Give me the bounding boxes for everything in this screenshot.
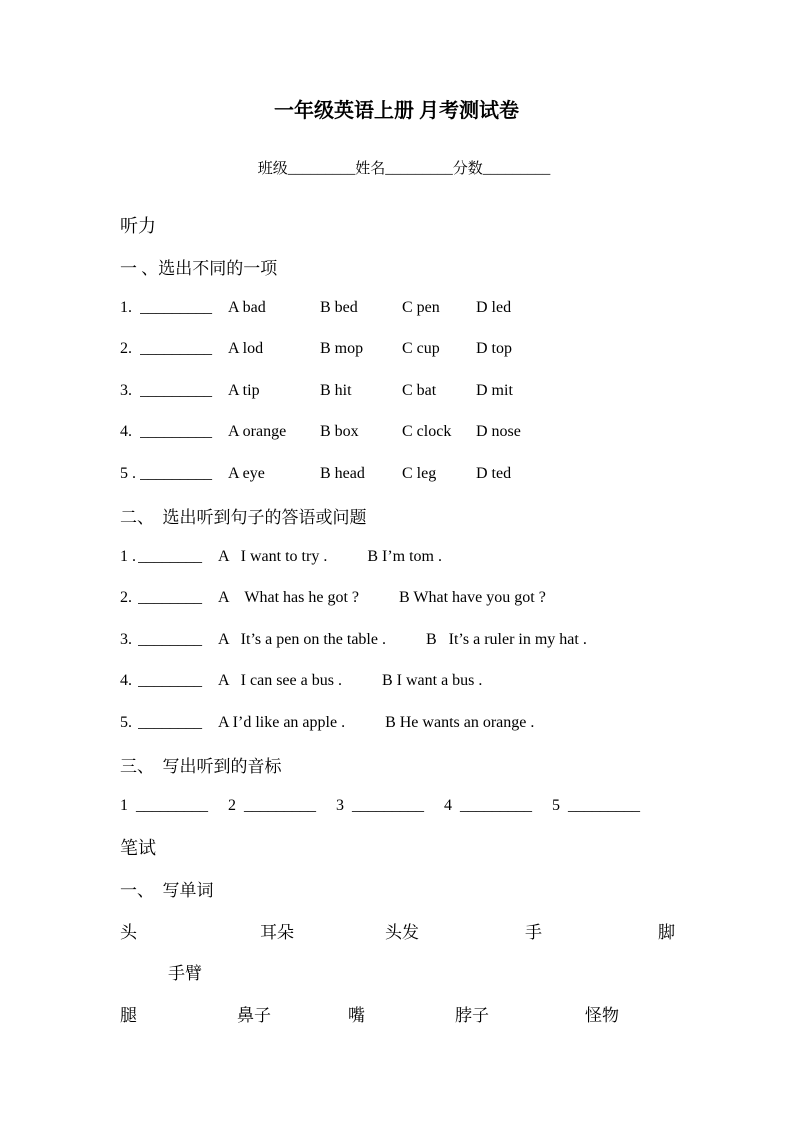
phonetic-item-number: 1 [120, 796, 128, 814]
option-b: B box [320, 423, 359, 441]
word-prompt: 嘴 [348, 1005, 365, 1025]
answer-blank: _________ [140, 381, 212, 399]
word-prompt: 脖子 [455, 1005, 489, 1025]
option-a: A It’s a pen on the table . [218, 630, 386, 648]
listening-part3-heading [120, 744, 723, 786]
option-c: C leg [402, 464, 437, 482]
listening-part2-heading [120, 495, 723, 537]
option-a: A orange [228, 423, 287, 441]
listening-part3-title: 三、 写出听到的音标 [120, 756, 282, 776]
question-row [120, 370, 723, 412]
question-number: 4. [120, 423, 132, 441]
answer-blank: ________ [138, 672, 202, 690]
option-a: A I want to try . [218, 547, 328, 565]
written-part1-heading [120, 868, 723, 910]
question-row [120, 578, 723, 620]
option-a: A tip [228, 381, 260, 399]
question-number: 1. [120, 298, 132, 316]
option-d: D nose [476, 423, 521, 441]
name-label: 姓名 [355, 161, 386, 177]
question-row [120, 329, 723, 371]
word-prompt: 脚 [658, 922, 675, 942]
option-b: B I’m tom . [367, 547, 442, 565]
word-row [120, 993, 723, 1035]
question-number: 4. [120, 672, 132, 690]
answer-blank: ________ [138, 630, 202, 648]
option-d: D ted [476, 464, 512, 482]
option-c: C clock [402, 423, 452, 441]
word-prompt: 头发 [385, 922, 419, 942]
option-a: A bad [228, 298, 266, 316]
paper-body [0, 204, 793, 1034]
word-prompt: 怪物 [585, 1005, 619, 1025]
question-row [120, 702, 723, 744]
option-b: B I want a bus . [381, 672, 483, 690]
answer-blank: _________ [140, 464, 212, 482]
phonetic-item-number: 3 [336, 796, 344, 814]
option-d: D top [476, 340, 512, 358]
option-b: B It’s a ruler in my hat . [425, 630, 587, 648]
option-c: C bat [402, 381, 437, 399]
question-number: 3. [120, 630, 132, 648]
phonetic-answer-line [120, 785, 723, 827]
name-blank: _________ [385, 161, 453, 177]
score-blank: _________ [482, 161, 551, 177]
answer-blank: _________ [140, 423, 212, 441]
listening-section-label: 听力 [120, 215, 156, 236]
answer-blank: ________ [138, 589, 202, 607]
option-a: A I’d like an apple . [218, 713, 346, 731]
option-b: B What have you got ? [399, 589, 546, 607]
option-b: B bed [320, 298, 358, 316]
option-a: A I can see a bus . [218, 672, 342, 690]
written-part1-title: 一、 写单词 [120, 881, 214, 901]
option-a: A eye [228, 464, 265, 482]
student-info-line [0, 136, 793, 202]
listening-part1-title: 一 、选出不同的一项 [120, 258, 278, 278]
option-d: D led [476, 298, 512, 316]
class-label: 班级 [257, 161, 288, 177]
word-prompt: 耳朵 [260, 922, 294, 942]
option-c: C pen [402, 298, 440, 316]
word-prompt: 头 [120, 922, 137, 942]
word-prompt: 手 [525, 922, 542, 942]
listening-section-heading [120, 204, 723, 246]
question-number: 3. [120, 381, 132, 399]
question-row [120, 453, 723, 495]
answer-blank: ________ [138, 547, 202, 565]
listening-part2-title: 二、 选出听到句子的答语或问题 [120, 507, 367, 527]
class-blank: _________ [287, 161, 356, 177]
option-b: B hit [320, 381, 352, 399]
phonetic-item-number: 5 [552, 796, 560, 814]
answer-blank: ________ [138, 713, 202, 731]
option-c: C cup [402, 340, 440, 358]
phonetic-item-number: 4 [444, 796, 452, 814]
written-section-heading [120, 827, 723, 869]
question-number: 5. [120, 713, 132, 731]
option-d: D mit [476, 381, 513, 399]
question-row [120, 661, 723, 703]
option-b: B mop [320, 340, 364, 358]
question-number: 2. [120, 589, 132, 607]
score-label: 分数 [452, 161, 483, 177]
question-row [120, 619, 723, 661]
question-number: 1 . [120, 547, 136, 565]
question-number: 2. [120, 340, 132, 358]
word-prompt: 手臂 [168, 964, 202, 984]
listening-part1-heading [120, 246, 723, 288]
phonetic-item-number: 2 [228, 796, 236, 814]
question-number: 5 . [120, 464, 136, 482]
question-row [120, 412, 723, 454]
question-row [120, 287, 723, 329]
page-title: 一年级英语上册 月考测试卷 [274, 100, 519, 122]
word-row [120, 910, 723, 952]
option-a: A What has he got ? [218, 589, 360, 607]
phonetic-answer-blank: _________ [244, 796, 316, 814]
word-prompt: 鼻子 [237, 1005, 271, 1025]
answer-blank: _________ [140, 298, 212, 316]
phonetic-answer-blank: _________ [352, 796, 424, 814]
written-section-label: 笔试 [120, 838, 156, 859]
option-a: A lod [228, 340, 264, 358]
question-row [120, 536, 723, 578]
answer-blank: _________ [140, 340, 212, 358]
word-prompt: 腿 [120, 1005, 137, 1025]
phonetic-answer-blank: _________ [460, 796, 532, 814]
word-row [120, 951, 723, 993]
option-b: B head [320, 464, 365, 482]
option-b: B He wants an orange . [385, 713, 535, 731]
phonetic-answer-blank: _________ [136, 796, 208, 814]
phonetic-answer-blank: _________ [568, 796, 640, 814]
